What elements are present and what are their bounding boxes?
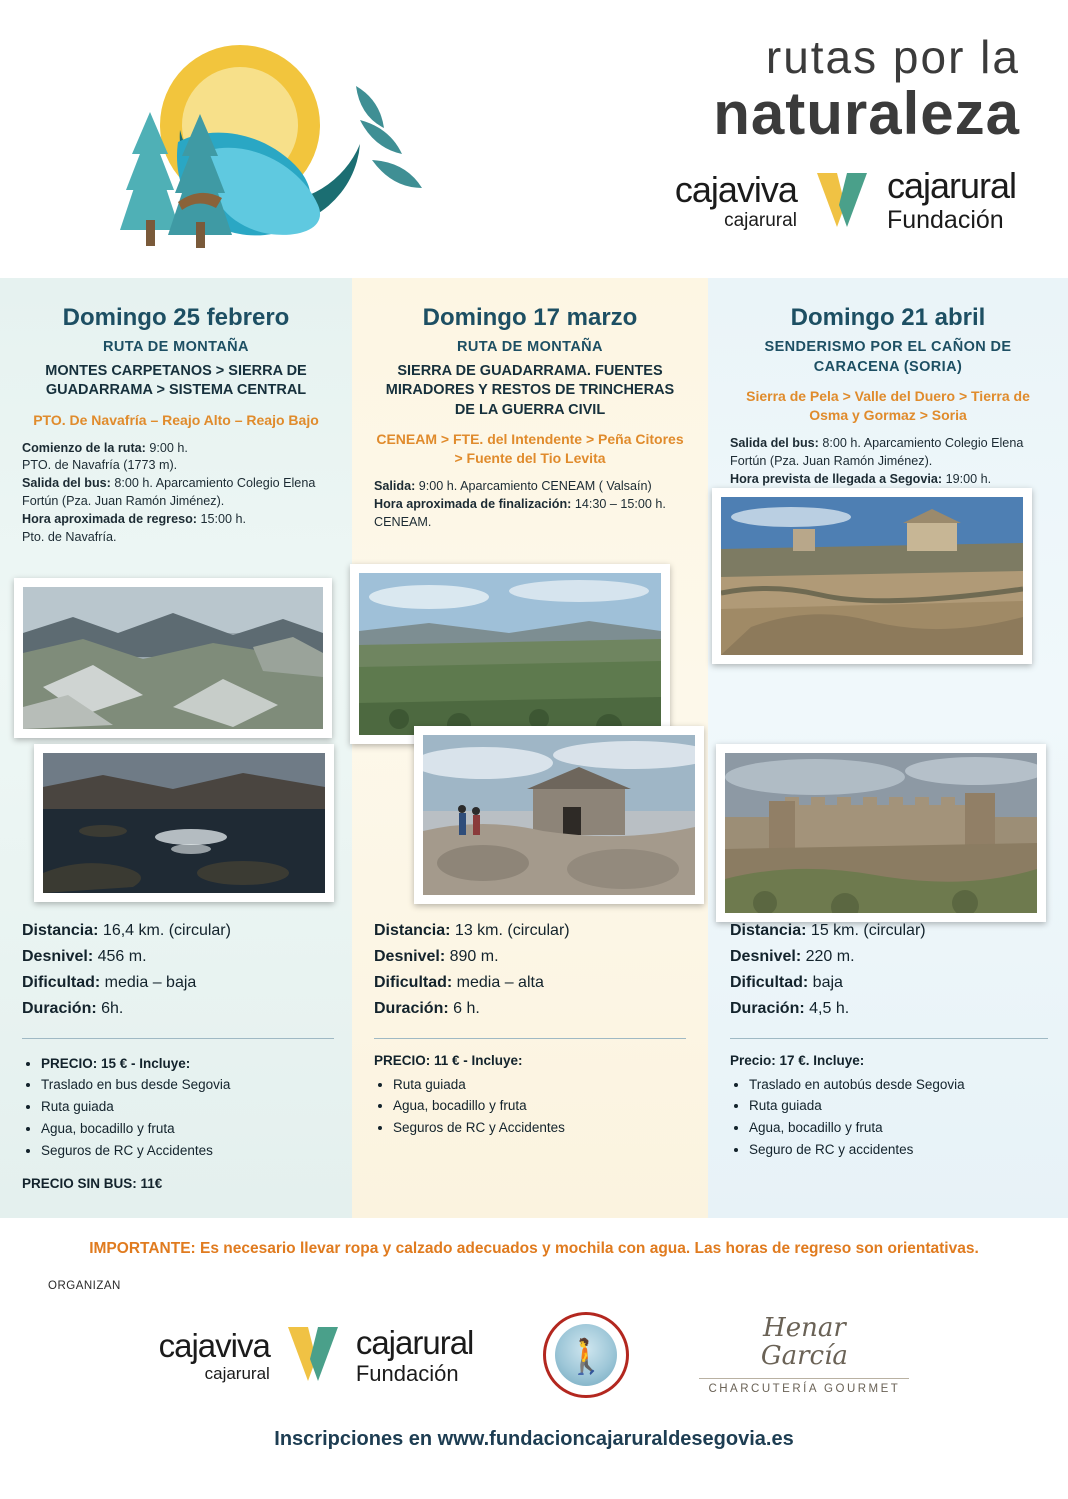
organizan-label: ORGANIZAN bbox=[48, 1280, 121, 1292]
stat-label: Desnivel: bbox=[22, 947, 94, 965]
stat-value: 6h. bbox=[101, 999, 124, 1017]
meta-value: 15:00 h. bbox=[200, 512, 247, 527]
photo-valley-panorama bbox=[350, 564, 670, 744]
cajaviva-top: cajaviva bbox=[674, 168, 797, 210]
cajarural-fundacion-logo bbox=[355, 1323, 474, 1386]
stat-label: Distancia: bbox=[22, 922, 99, 939]
cajaviva-logo bbox=[674, 168, 797, 231]
stat-label: Dificultad: bbox=[730, 973, 809, 991]
cajaviva-bottom: cajarural bbox=[724, 209, 797, 231]
meta-value: 8:00 h. Aparcamiento Colegio Elena Fortún (Pza. Juan Ramón Jiménez). bbox=[730, 435, 1024, 468]
meta-value: 19:00 h. bbox=[945, 471, 992, 486]
route-card-abril bbox=[708, 278, 1068, 1218]
poster-footer bbox=[0, 1218, 1068, 1499]
include-item: • Ruta guiada bbox=[41, 1096, 334, 1118]
charcuteria-line-2: García bbox=[760, 1340, 848, 1371]
route-stats bbox=[374, 918, 686, 1022]
include-item: • Ruta guiada bbox=[749, 1095, 1048, 1117]
route-subtitle: SENDERISMO POR EL CAÑON DE CARACENA (SORIA) bbox=[764, 339, 1012, 375]
stat-value: 220 m. bbox=[805, 947, 855, 965]
photo-castle-ruins bbox=[716, 744, 1046, 922]
footer-logos bbox=[0, 1300, 1068, 1410]
divider bbox=[730, 1038, 1048, 1039]
route-date: Domingo 25 febrero bbox=[62, 304, 290, 331]
meta-value: 9:00 h. bbox=[149, 440, 188, 455]
hiker-icon: 🚶 bbox=[565, 1338, 608, 1376]
charcuteria-line-1: Henar bbox=[763, 1313, 846, 1344]
meta-label: Hora aproximada de finalización: bbox=[374, 496, 572, 511]
route-date: Domingo 21 abril bbox=[790, 304, 986, 331]
route-date: Domingo 17 marzo bbox=[422, 304, 638, 331]
route-meta bbox=[730, 435, 1046, 489]
include-item: • Traslado en bus desde Segovia bbox=[41, 1074, 334, 1096]
cajarural-fundacion-logo bbox=[886, 165, 1016, 234]
meta-label: Hora prevista de llegada a Segovia: bbox=[730, 471, 943, 486]
route-stats bbox=[22, 918, 334, 1022]
stat-value: 6 h. bbox=[453, 999, 480, 1017]
route-stops: Sierra de Pela > Valle del Duero > Tierra de Osma y Gormaz > Soria bbox=[746, 388, 1030, 424]
meta-value: 8:00 h. Aparcamiento Colegio Elena Fortún (Pza. Juan Ramón Jiménez). bbox=[22, 476, 316, 509]
meta-label: Salida: bbox=[374, 479, 416, 494]
cajarural-bottom: Fundación bbox=[886, 206, 1004, 234]
route-subtitle: RUTA DE MONTAÑA bbox=[457, 339, 603, 355]
stat-label: Desnivel: bbox=[374, 947, 446, 965]
stat-value: 16,4 km. (circular) bbox=[102, 922, 231, 939]
price-title: PRECIO: 11 € - Incluye: bbox=[374, 1052, 523, 1068]
cajarural-top: cajarural bbox=[886, 165, 1016, 206]
route-meta bbox=[374, 478, 686, 532]
include-item: • Agua, bocadillo y fruta bbox=[393, 1095, 686, 1117]
route-meta bbox=[22, 440, 330, 547]
cajaviva-bottom: cajarural bbox=[204, 1363, 270, 1383]
stat-label: Dificultad: bbox=[22, 973, 101, 991]
photo-mountain-lake bbox=[34, 744, 334, 902]
divider bbox=[22, 1038, 334, 1039]
header-brand-row bbox=[674, 165, 1016, 234]
price-includes-list bbox=[730, 1074, 1048, 1161]
meta-label: Comienzo de la ruta: bbox=[22, 440, 146, 455]
stat-label: Distancia: bbox=[730, 922, 807, 939]
cajaviva-logo bbox=[158, 1326, 270, 1383]
poster-header bbox=[0, 0, 1068, 278]
stat-label: Desnivel: bbox=[730, 947, 802, 965]
title-line-2: naturaleza bbox=[713, 80, 1020, 147]
stat-label: Duración: bbox=[730, 999, 805, 1017]
stat-value: media – alta bbox=[456, 973, 544, 991]
route-areas: MONTES CARPETANOS > SIERRA DE GUADARRAMA > SISTEMA CENTRAL bbox=[45, 362, 307, 399]
stat-value: 456 m. bbox=[97, 947, 147, 965]
stat-label: Dificultad: bbox=[374, 973, 453, 991]
include-item: • Agua, bocadillo y fruta bbox=[41, 1118, 334, 1140]
meta-label: Salida del bus: bbox=[730, 435, 819, 450]
route-card-marzo bbox=[352, 278, 708, 1218]
cajarural-top: cajarural bbox=[355, 1323, 474, 1361]
stat-value: 13 km. (circular) bbox=[454, 922, 570, 939]
price-title: • PRECIO: 15 € - Incluye: bbox=[41, 1053, 334, 1075]
route-areas: SIERRA DE GUADARRAMA. FUENTES MIRADORES Y RESTOS DE TRINCHERAS DE LA GUERRA CIVIL bbox=[385, 362, 675, 418]
route-stops: CENEAM > FTE. del Intendente > Peña Citores > Fuente del Tio Levita bbox=[376, 431, 684, 467]
important-note: IMPORTANTE: Es necesario llevar ropa y calzado adecuados y mochila con agua. Las horas de regreso son orientativas. bbox=[89, 1240, 979, 1257]
price-includes-list bbox=[374, 1074, 686, 1140]
meta-value: 9:00 h. Aparcamiento CENEAM ( Valsaín) bbox=[418, 479, 652, 494]
stat-value: 4,5 h. bbox=[809, 999, 850, 1017]
price-without-bus: PRECIO SIN BUS: 11€ bbox=[22, 1175, 163, 1191]
include-item: • Ruta guiada bbox=[393, 1074, 686, 1096]
stat-value: baja bbox=[812, 973, 843, 991]
stat-value: 890 m. bbox=[449, 947, 499, 965]
hiking-club-seal bbox=[543, 1312, 629, 1398]
divider bbox=[374, 1038, 686, 1039]
charcuteria-henar-garcia-logo bbox=[699, 1315, 909, 1395]
inscripciones-text: Inscripciones en www.fundacioncajaruraldesegovia.es bbox=[274, 1428, 794, 1450]
caja-rural-v-icon bbox=[286, 1323, 340, 1387]
cajaviva-top: cajaviva bbox=[158, 1326, 270, 1364]
meta-label: Hora aproximada de regreso: bbox=[22, 512, 197, 527]
stat-label: Distancia: bbox=[374, 922, 451, 939]
charcuteria-subtitle: CHARCUTERÍA GOURMET bbox=[699, 1378, 909, 1395]
photo-rocky-summit bbox=[14, 578, 332, 738]
include-item: • Seguros de RC y Accidentes bbox=[393, 1117, 686, 1139]
meta-label: Salida del bus: bbox=[22, 476, 111, 491]
stat-label: Duración: bbox=[374, 999, 449, 1017]
include-item: • Seguros de RC y Accidentes bbox=[41, 1140, 334, 1162]
include-item: • Seguro de RC y accidentes bbox=[749, 1139, 1048, 1161]
routes-columns bbox=[0, 278, 1068, 1218]
title-line-1: rutas por la bbox=[765, 31, 1020, 83]
meta-value: Pto. de Navafría. bbox=[22, 529, 117, 544]
photo-canyon-hermitage bbox=[712, 488, 1032, 664]
include-item: • Traslado en autobús desde Segovia bbox=[749, 1074, 1048, 1096]
poster-title bbox=[380, 31, 1020, 147]
footer-caja-logos bbox=[159, 1323, 474, 1387]
route-stops: PTO. De Navafría – Reajo Alto – Reajo Bajo bbox=[33, 411, 319, 428]
stat-value: 15 km. (circular) bbox=[810, 922, 926, 939]
include-item: • Agua, bocadillo y fruta bbox=[749, 1117, 1048, 1139]
stat-label: Duración: bbox=[22, 999, 97, 1017]
caja-rural-v-icon bbox=[815, 169, 869, 233]
cajarural-bottom: Fundación bbox=[355, 1360, 459, 1386]
meta-value: 14:30 – 15:00 h. CENEAM. bbox=[374, 496, 666, 529]
route-subtitle: RUTA DE MONTAÑA bbox=[103, 339, 249, 355]
price-includes-list bbox=[22, 1053, 334, 1162]
route-card-febrero bbox=[0, 278, 352, 1218]
meta-value: PTO. de Navafría (1773 m). bbox=[22, 458, 178, 473]
stat-value: media – baja bbox=[104, 973, 197, 991]
price-title: Precio: 17 €. Incluye: bbox=[730, 1052, 865, 1068]
route-stats bbox=[730, 918, 1048, 1022]
photo-stone-refuge bbox=[414, 726, 704, 904]
